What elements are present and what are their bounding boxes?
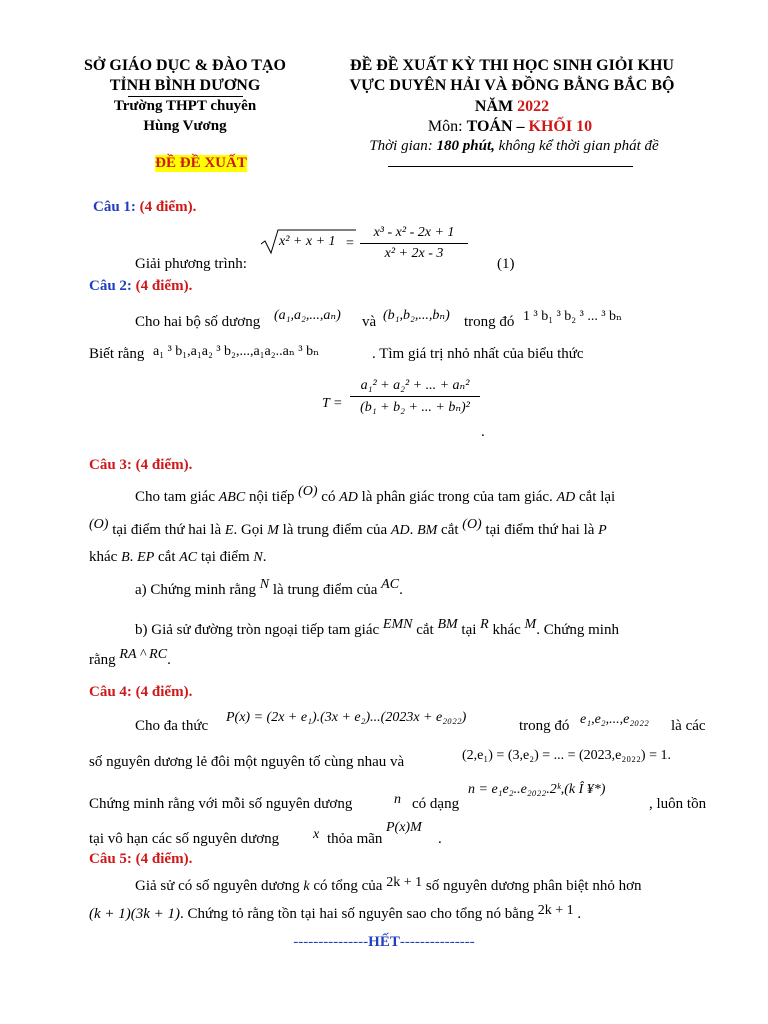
time-value: 180 phút,: [436, 138, 495, 154]
q3-b-m: M: [524, 617, 537, 632]
q5-heading: Câu 5: (4 điểm).: [89, 851, 193, 867]
q4-line3-text-c: , luôn tồn: [649, 796, 707, 812]
q3-emn: EMN: [382, 617, 413, 632]
q3-circle-o-2: (O): [89, 517, 109, 532]
subject-dash: –: [512, 118, 529, 135]
q2-label: Câu 2:: [89, 278, 132, 294]
q3-l1a: Cho tam giác: [135, 489, 215, 505]
end-dashes-right: ---------------: [399, 934, 475, 950]
q3-ad-2: AD: [556, 490, 576, 505]
subject-grade: KHỐI 10: [528, 118, 593, 135]
q1-heading: [93, 199, 196, 216]
q2-heading: [89, 278, 192, 295]
header-underline-left: [128, 96, 243, 97]
q3-triangle-abc: ABC: [218, 490, 246, 505]
q4-line4-text-b: thỏa mãn: [327, 831, 383, 847]
q3-b-pre: b) Giả sử đường tròn ngoại tiếp tam giác: [135, 622, 380, 638]
q2-a-condition: a₁ ³ b₁,a₁a₂ ³ b₂,...,a₁a₂..aₙ ³ bₙ: [153, 344, 320, 359]
q3-l1e: cắt lại: [578, 489, 616, 505]
q3-p: P: [598, 523, 607, 538]
q3-l1d: là phân giác trong của tam giác.: [361, 489, 553, 505]
header-school-name: Hùng Vương: [143, 118, 227, 134]
q5-l1a: Giả sử có số nguyên dương: [135, 878, 300, 894]
q2-T-denominator: (b₁ + b₂ + ... + bₙ)²: [360, 400, 470, 415]
q3-a-n: N: [259, 577, 270, 592]
q3-l2e: tại điểm thứ hai là: [485, 522, 595, 538]
q5-two-k-plus-one-2: 2k + 1: [537, 903, 574, 918]
q4-polynomial: P(x) = (2x + e₁).(3x + e₂)...(2023x + e₂₀₂₂): [226, 710, 467, 725]
q4-heading: Câu 4: (4 điểm).: [89, 684, 193, 700]
q5-l1c: số nguyên dương phân biệt nhỏ hơn: [425, 878, 642, 894]
header-exam-year: [475, 98, 549, 116]
q1-sqrt-body: x² + x + 1: [279, 234, 336, 249]
q3-b: B: [121, 550, 130, 565]
q3-l2a: tại điểm thứ hai là: [112, 522, 222, 538]
q2-line2-text-a: Biết rằng: [89, 346, 145, 362]
q3-line3: khác B. EP cắt AC tại điểm N.: [89, 549, 267, 565]
q5-line1: [135, 875, 642, 895]
q3-b-bm: BM: [437, 617, 458, 632]
header-underline-right: [388, 166, 633, 167]
subject-prefix: Môn:: [427, 118, 467, 135]
q3-a-mid: là trung điểm của: [272, 582, 378, 598]
q3-part-b: [135, 617, 619, 639]
q2-line1-text-c: trong đó: [464, 314, 515, 330]
header-school: Trường THPT chuyên: [113, 98, 257, 114]
q3-l2b: . Gọi: [233, 522, 264, 538]
q2-T-fraction: [350, 377, 480, 416]
q4-gcd-condition: (2,e₁) = (3,e₂) = ... = (2023,e₂₀₂₂) = 1.: [462, 748, 671, 763]
q4-n-form: n = e₁e₂..e₂₀₂₂.2ᵏ,(k Î ¥*): [468, 782, 606, 797]
q3-l1b: nội tiếp: [248, 489, 295, 505]
q2-line1-text-b: và: [362, 314, 377, 330]
q3-l3c: tại điểm: [200, 549, 250, 565]
q1-equation-tag: (1): [497, 256, 515, 272]
q1-equals: =: [346, 236, 354, 251]
subject-name: TOÁN: [466, 118, 513, 135]
end-dashes-left: ---------------: [293, 934, 369, 950]
q2-points: (4 điểm): [131, 278, 189, 294]
q3-l3b: cắt: [158, 549, 176, 565]
q3-circle-o-3: (O): [462, 517, 482, 532]
header-subject: [428, 118, 592, 136]
q1-points: (4 điểm): [135, 199, 193, 215]
q1-label: Câu 1:: [93, 199, 136, 215]
q3-a-ac: AC: [381, 577, 400, 592]
q4-period: .: [438, 831, 442, 847]
q3-l3a: khác: [89, 549, 118, 565]
q3-ep: EP: [137, 550, 155, 565]
q3-n: N: [253, 550, 263, 565]
q5-k: k: [303, 879, 310, 894]
q3-l1c: có: [321, 489, 336, 505]
q1-fraction: [360, 225, 468, 262]
header-time: [369, 138, 658, 155]
q4-line1-text-b: trong đó: [519, 718, 570, 734]
q2-T-fraction-bar: [350, 396, 480, 397]
q3-b-cut: cắt: [416, 622, 434, 638]
q3-ac: AC: [179, 550, 198, 565]
q4-line3-text-b: có dạng: [412, 796, 460, 812]
q5-bound: (k + 1)(3k + 1): [89, 906, 181, 922]
q4-line1-text-c: là các: [671, 718, 706, 734]
proposed-badge: ĐỀ ĐỀ XUẤT: [155, 155, 247, 171]
q2-dot: .: [188, 278, 193, 294]
q1-fraction-denominator: x² + 2x - 3: [384, 246, 444, 261]
q3-r: R: [480, 617, 489, 632]
header-exam-title-2: VỰC DUYÊN HẢI VÀ ĐỒNG BẰNG BẮC BỘ: [349, 77, 675, 94]
q3-e: E: [224, 523, 234, 538]
q5-l1b: có tổng của: [313, 878, 383, 894]
q4-x: x: [313, 827, 320, 842]
q4-line4-text-a: tại vô hạn các số nguyên dương: [89, 831, 280, 847]
q4-e-list: e₁,e₂,...,e₂₀₂₂: [580, 712, 649, 727]
q3-b-at: tại: [461, 622, 477, 638]
end-marker: [293, 934, 475, 951]
q3-b-post: . Chứng minh: [536, 622, 619, 638]
q1-text: Giải phương trình:: [135, 256, 247, 272]
header-province: TỈNH BÌNH DƯƠNG: [109, 77, 261, 94]
q1-fraction-numerator: x³ - x² - 2x + 1: [373, 225, 455, 240]
q3-circle-o: (O): [298, 484, 318, 499]
q3-heading: Câu 3: (4 điểm).: [89, 457, 193, 473]
q3-line2: (O) tại điểm thứ hai là E. Gọi M là trung điểm của AD. BM cắt (O) tại điểm thứ hai là P: [89, 517, 607, 538]
q3-ad-3: AD: [390, 523, 410, 538]
q3-ad: AD: [339, 490, 358, 505]
q3-part-b-line2: rằng RA ^ RC.: [89, 647, 171, 668]
q2-sequence-a: (a₁,a₂,...,aₙ): [274, 308, 341, 323]
q4-line2-text-a: số nguyên dương lẻ đôi một nguyên tố cùng nhau và: [89, 754, 405, 770]
q3-a-pre: a) Chứng minh rằng: [135, 582, 257, 598]
header-exam-title-1: ĐỀ ĐỀ XUẤT KỲ THI HỌC SINH GIỎI KHU: [350, 57, 674, 74]
q3-b-other: khác: [492, 622, 521, 638]
q4-line1-text-a: Cho đa thức: [135, 718, 209, 734]
q1-dot: .: [192, 199, 197, 215]
header-department: SỞ GIÁO DỤC & ĐÀO TẠO: [84, 57, 286, 74]
q5-l2a: . Chứng tỏ rằng tồn tại hai số nguyên sao cho tổng nó bằng: [180, 906, 534, 922]
q3-l2d: cắt: [441, 522, 459, 538]
q5-line2: [89, 903, 582, 923]
q3-line1: [135, 484, 715, 506]
q4-n: n: [394, 792, 401, 807]
time-suffix: không kể thời gian phát đề: [494, 138, 659, 154]
q4-divisibility: P(x)M: [386, 820, 422, 835]
q2-b-condition: 1 ³ b₁ ³ b₂ ³ ... ³ bₙ: [523, 309, 623, 324]
q3-b-l2: rằng: [89, 652, 116, 668]
end-text: HẾT: [368, 934, 400, 950]
q5-two-k-plus-one: 2k + 1: [386, 875, 423, 890]
q1-fraction-bar: [360, 243, 468, 244]
q3-ra-perp-rc: RA ^ RC: [119, 647, 168, 662]
q3-part-a: a) Chứng minh rằng N là trung điểm của AC.: [135, 577, 403, 598]
q2-line1-text-a: Cho hai bộ số dương: [135, 314, 261, 330]
q2-T-numerator: a₁² + a₂² + ... + aₙ²: [360, 378, 470, 393]
q2-T-period: .: [481, 424, 485, 440]
q2-line2-text-b: . Tìm giá trị nhỏ nhất của biểu thức: [372, 346, 584, 362]
year-prefix: NĂM: [474, 98, 518, 115]
q3-l2c: là trung điểm của: [282, 522, 388, 538]
q3-m: M: [267, 523, 279, 538]
time-prefix: Thời gian:: [369, 138, 437, 154]
q3-bm: BM: [417, 523, 438, 538]
q4-line3-text-a: Chứng minh rằng với mỗi số nguyên dương: [89, 796, 353, 812]
year-value: 2022: [517, 98, 550, 115]
q2-sequence-b: (b₁,b₂,...,bₙ): [383, 308, 450, 323]
q5-l2b: .: [577, 906, 582, 922]
q2-T-lhs: T =: [322, 396, 343, 411]
